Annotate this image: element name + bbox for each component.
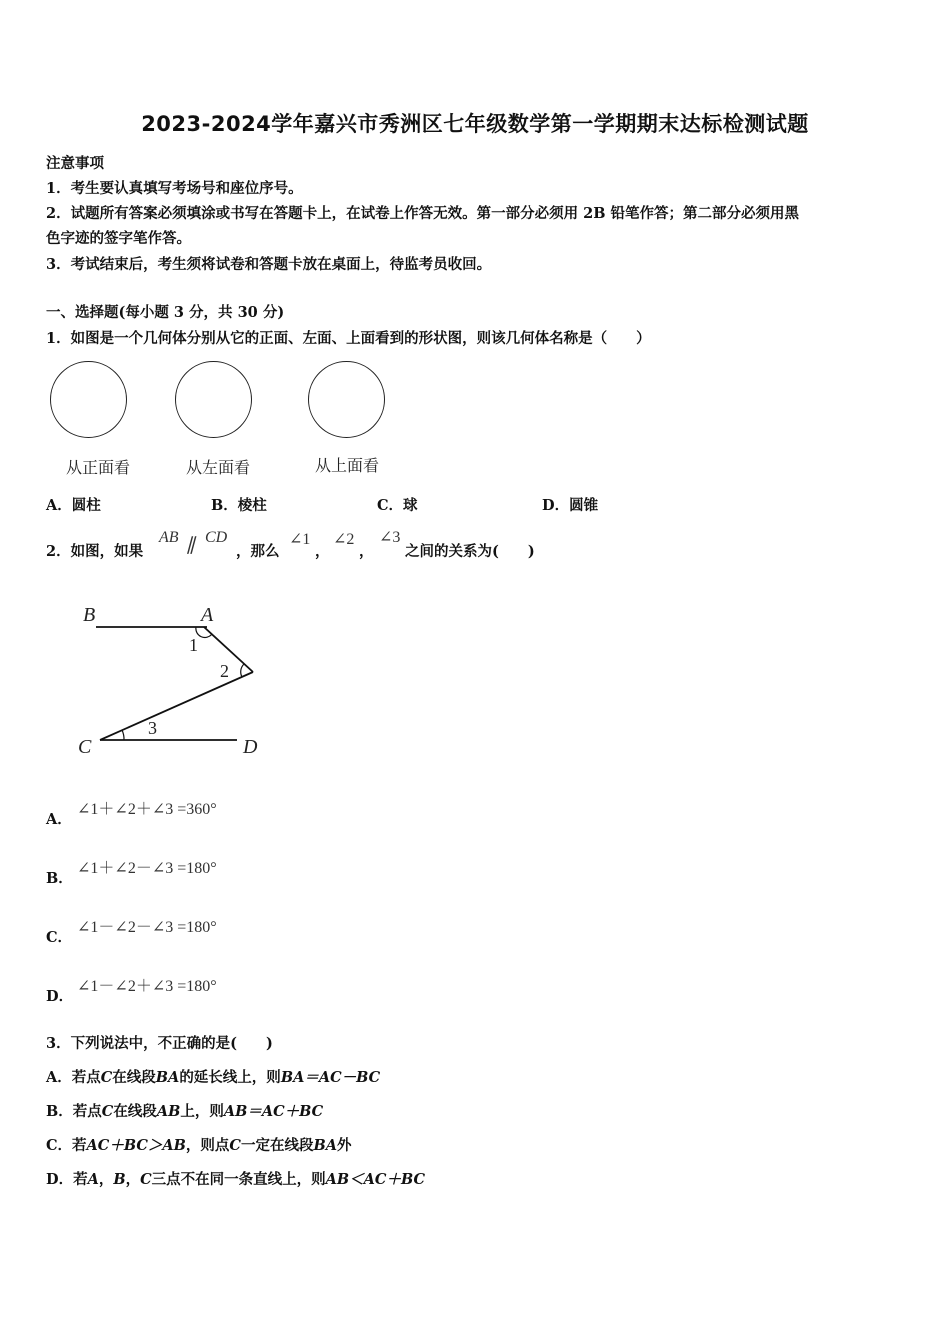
arc-angle2: [241, 664, 244, 677]
q2-option-d-expr: ∠1－∠2＋∠3 =180°: [77, 978, 217, 995]
front-view-label: 从正面看: [66, 458, 131, 477]
notice-item-2: 2．试题所有答案必须填涂或书写在答题卡上，在试卷上作答无效。第一部分必须用 2B 铅笔作答；第二部分必须用黑: [46, 205, 800, 222]
line-ec: [100, 672, 253, 740]
q1-option-a: A．圆柱: [46, 497, 101, 514]
q2-angle3: ∠3: [379, 529, 401, 546]
q1-option-b: B．棱柱: [211, 497, 267, 514]
front-view-circle: [50, 361, 127, 438]
top-view-circle: [308, 361, 385, 438]
q3-option-c: C．若AC＋BC＞AB，则点C一定在线段BA外: [46, 1137, 352, 1154]
left-view-label: 从左面看: [186, 458, 251, 477]
notice-item-1: 1．考生要认真填写考场号和座位序号。: [46, 180, 303, 197]
q2-option-c-expr: ∠1－∠2－∠3 =180°: [77, 919, 217, 936]
q2-option-c-letter: C．: [46, 929, 73, 946]
top-view-label: 从上面看: [315, 456, 380, 475]
q2-option-a-letter: A．: [46, 811, 72, 828]
q2-geometry-figure: [70, 596, 280, 762]
q2-option-b-letter: B．: [46, 870, 73, 887]
notice-item-2-cont: 色字迹的签字笔作答。: [46, 230, 191, 247]
q2-parallel-sign: ∥: [184, 536, 199, 557]
label-d: D: [243, 736, 258, 758]
notice-item-3: 3．考试结束后，考生须将试卷和答题卡放在桌面上，待监考员收回。: [46, 256, 492, 273]
q1-stem: 1．如图是一个几何体分别从它的正面、左面、上面看到的形状图，则该几何体名称是（ ）: [46, 330, 651, 347]
label-b: B: [83, 604, 96, 626]
label-2: 2: [220, 661, 229, 681]
q1-option-d: D．圆锥: [542, 497, 599, 514]
page-title: 2023-2024学年嘉兴市秀洲区七年级数学第一学期期末达标检测试题: [141, 112, 809, 136]
left-view-circle: [175, 361, 252, 438]
q2-option-b-expr: ∠1＋∠2－∠3 =180°: [77, 860, 217, 877]
q2-angle2: ∠2: [333, 531, 355, 548]
q2-sep1: ，: [315, 543, 330, 560]
label-3: 3: [148, 718, 157, 738]
q3-stem: 3．下列说法中，不正确的是( ): [46, 1035, 273, 1052]
label-c: C: [78, 736, 92, 758]
q3-option-b: B．若点C在线段AB上，则AB＝AC＋BC: [46, 1103, 324, 1120]
notice-heading: 注意事项: [46, 155, 104, 172]
q3-option-a: A．若点C在线段BA的延长线上，则BA＝AC－BC: [46, 1069, 381, 1086]
q2-option-a-expr: ∠1＋∠2＋∠3 =360°: [77, 801, 217, 818]
q2-sep2: ，: [359, 543, 374, 560]
q2-stem-mid: ，那么: [236, 543, 280, 560]
q2-option-d-letter: D．: [46, 988, 74, 1005]
label-1: 1: [189, 635, 198, 655]
label-a: A: [201, 604, 214, 626]
q3-option-d: D．若A，B，C三点不在同一条直线上，则AB＜AC＋BC: [46, 1171, 426, 1188]
q2-angle1: ∠1: [289, 531, 311, 548]
q2-stem-suffix: 之间的关系为( ): [405, 543, 535, 560]
q2-cd: CD: [205, 529, 228, 546]
section-heading: 一、选择题(每小题 3 分，共 30 分): [46, 304, 285, 321]
q1-option-c: C．球: [377, 497, 418, 514]
q2-stem-prefix: 2．如图，如果: [46, 543, 144, 560]
arc-angle3: [122, 730, 124, 740]
q2-ab: AB: [159, 529, 179, 546]
